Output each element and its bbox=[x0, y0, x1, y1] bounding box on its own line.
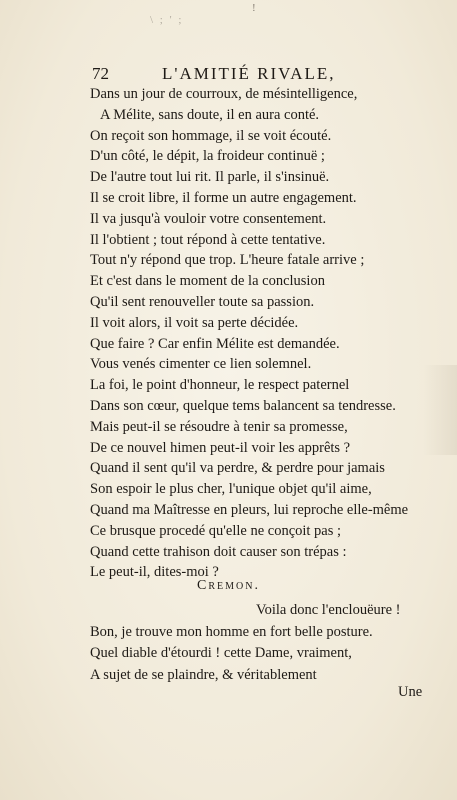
bleed-through-marks: \ ; ' ; bbox=[150, 14, 184, 26]
verse-line: Dans son cœur, quelque tems balancent sa tendresse. bbox=[90, 397, 396, 414]
verse-line: Dans un jour de courroux, de mésintelligence, bbox=[90, 86, 358, 102]
verse-line: Voila donc l'enclouëure ! bbox=[256, 602, 401, 618]
verse-line: De l'autre tout lui rit. Il parle, il s'insinuë. bbox=[90, 169, 330, 186]
verse-line: Quand ma Maîtresse en pleurs, lui reproche elle-même bbox=[90, 501, 409, 518]
verse-line: Quel diable d'étourdi ! cette Dame, vraiment, bbox=[90, 645, 352, 661]
verse-line: A sujet de se plaindre, & véritablement bbox=[90, 666, 317, 683]
verse-block bbox=[90, 84, 450, 583]
verse-line: Quand cette trahison doit causer son trépas : bbox=[90, 543, 347, 560]
catchword: Une bbox=[398, 684, 423, 700]
verse-line: Que faire ? Car enfin Mélite est demandée. bbox=[90, 335, 340, 352]
top-mark: ! bbox=[252, 2, 256, 14]
verse-line: De ce nouvel himen peut-il voir les apprêts ? bbox=[90, 439, 351, 456]
verse-line: Il va jusqu'à vouloir votre consentement. bbox=[90, 210, 327, 227]
verse-line: Le peut-il, dites-moi ? bbox=[90, 564, 219, 581]
margin-stain bbox=[423, 365, 457, 455]
verse-line: Il l'obtient ; tout répond à cette tentative. bbox=[90, 231, 326, 248]
running-title: L'AMITIÉ RIVALE, bbox=[162, 64, 336, 83]
verse-line: A Mélite, sans doute, il en aura conté. bbox=[100, 106, 320, 123]
verse-line: Il voit alors, il voit sa perte décidée. bbox=[90, 314, 299, 331]
verse-line: Il se croit libre, il forme un autre engagement. bbox=[90, 189, 357, 206]
verse-line: D'un côté, le dépit, la froideur continuë ; bbox=[90, 148, 325, 165]
verse-line: Quand il sent qu'il va perdre, & perdre pour jamais bbox=[90, 460, 385, 477]
verse-line: Vous venés cimenter ce lien solemnel. bbox=[90, 356, 312, 373]
page-header bbox=[92, 64, 382, 86]
speaker-name: Cremon. bbox=[197, 578, 260, 593]
verse-line: On reçoit son hommage, il se voit écouté. bbox=[90, 127, 332, 144]
verse-line: Tout n'y répond que trop. L'heure fatale arrive ; bbox=[90, 252, 365, 269]
verse-line: Qu'il sent renouveller toute sa passion. bbox=[90, 293, 315, 310]
verse-line: La foi, le point d'honneur, le respect paternel bbox=[90, 377, 350, 394]
page-number: 72 bbox=[92, 64, 109, 83]
verse-block-2 bbox=[90, 600, 450, 686]
verse-line: Ce brusque procedé qu'elle ne conçoit pas ; bbox=[90, 522, 342, 539]
verse-line: Mais peut-il se résoudre à tenir sa promesse, bbox=[90, 418, 348, 435]
verse-line: Bon, je trouve mon homme en fort belle posture. bbox=[90, 623, 373, 640]
verse-line: Et c'est dans le moment de la conclusion bbox=[90, 273, 325, 290]
verse-line: Son espoir le plus cher, l'unique objet qu'il aime, bbox=[90, 481, 372, 498]
